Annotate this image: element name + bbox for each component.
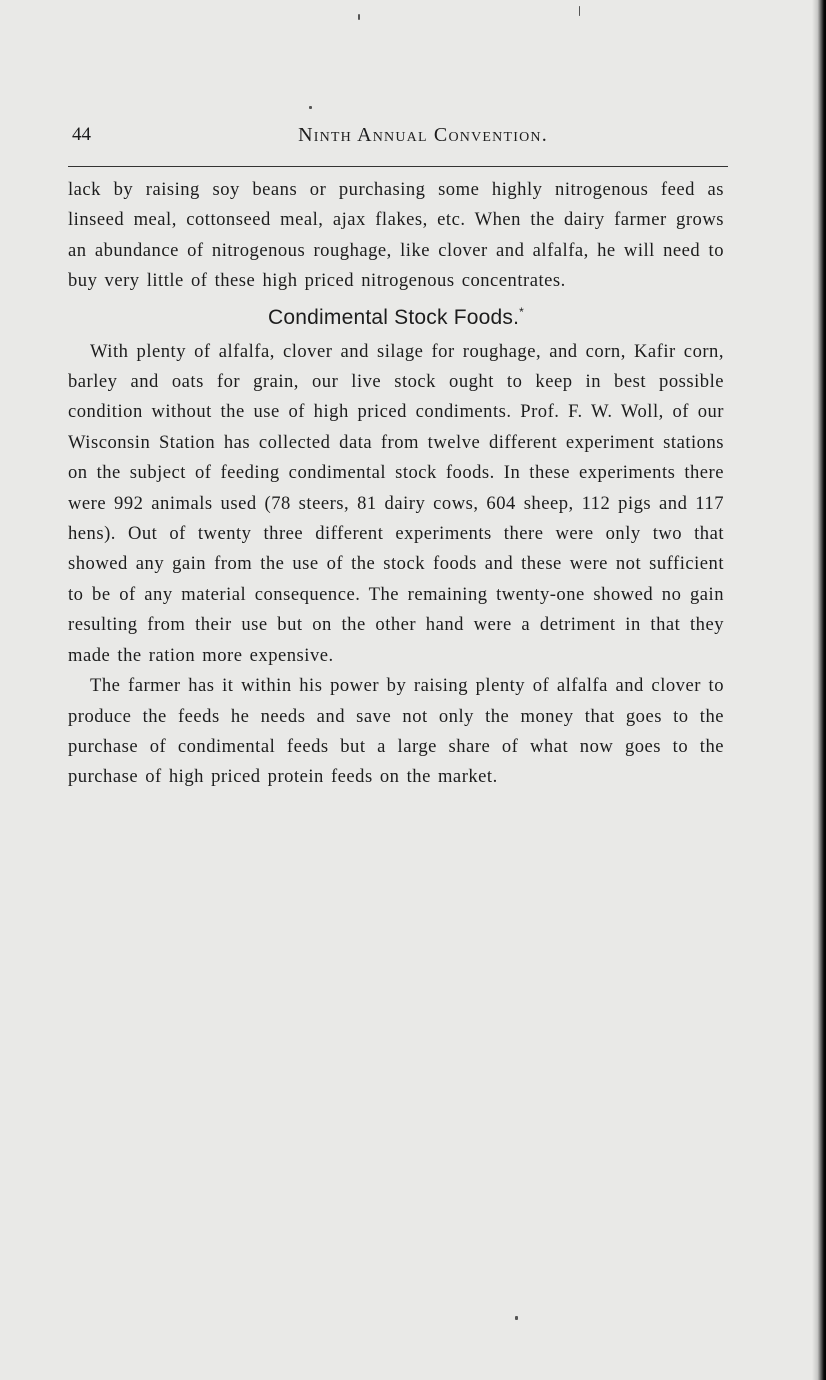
section-heading [68,301,724,335]
paragraph: With plenty of alfalfa, clover and silage for roughage, and corn, Kafir corn, barley and oats for grain, our live stock ought to keep in best possible condition without the use of high priced condiments. Prof. F. W. Woll, of our Wisconsin Station has collected data from twelve different experiment stations on the subject of feeding condimental stock foods. In these experiments there were 992 animals used (78 steers, 81 dairy cows, 604 sheep, 112 pigs and 117 hens). Out of twenty three different experiments there were only two that showed any gain from the use of the stock foods and these were not sufficient to be of any material consequence. The remaining twenty-one showed no gain resulting from their use but on the other hand were a detriment in that they made the ration more expensive. [68,340,724,666]
header-rule [68,166,728,167]
scan-speck [358,14,360,20]
paragraph-continued: lack by raising soy beans or purchasing some highly nitrogenous feed as linseed meal, cottonseed meal, ajax flakes, etc. When the dairy farmer grows an abundance of nitrogenous roughage, like clover and alfalfa, he will need to buy very little of these high priced nitrogenous concentrates. [68,179,724,292]
page-header [68,124,728,154]
scan-speck [515,1316,518,1320]
scan-speck [309,106,312,109]
scan-speck [579,6,580,16]
section-heading-text: Condimental Stock Foods. [268,305,520,329]
body-text [68,175,724,793]
page-number: 44 [72,124,91,145]
page-edge-shadow [812,0,826,1380]
paragraph: The farmer has it within his power by raising plenty of alfalfa and clover to produce the feeds he needs and save not only the money that goes to the purchase of condimental feeds but a large share of what now goes to the purchase of high priced protein feeds on the market. [68,675,724,788]
running-head: Ninth Annual Convention. [298,124,548,146]
footnote-mark: * [519,304,524,319]
